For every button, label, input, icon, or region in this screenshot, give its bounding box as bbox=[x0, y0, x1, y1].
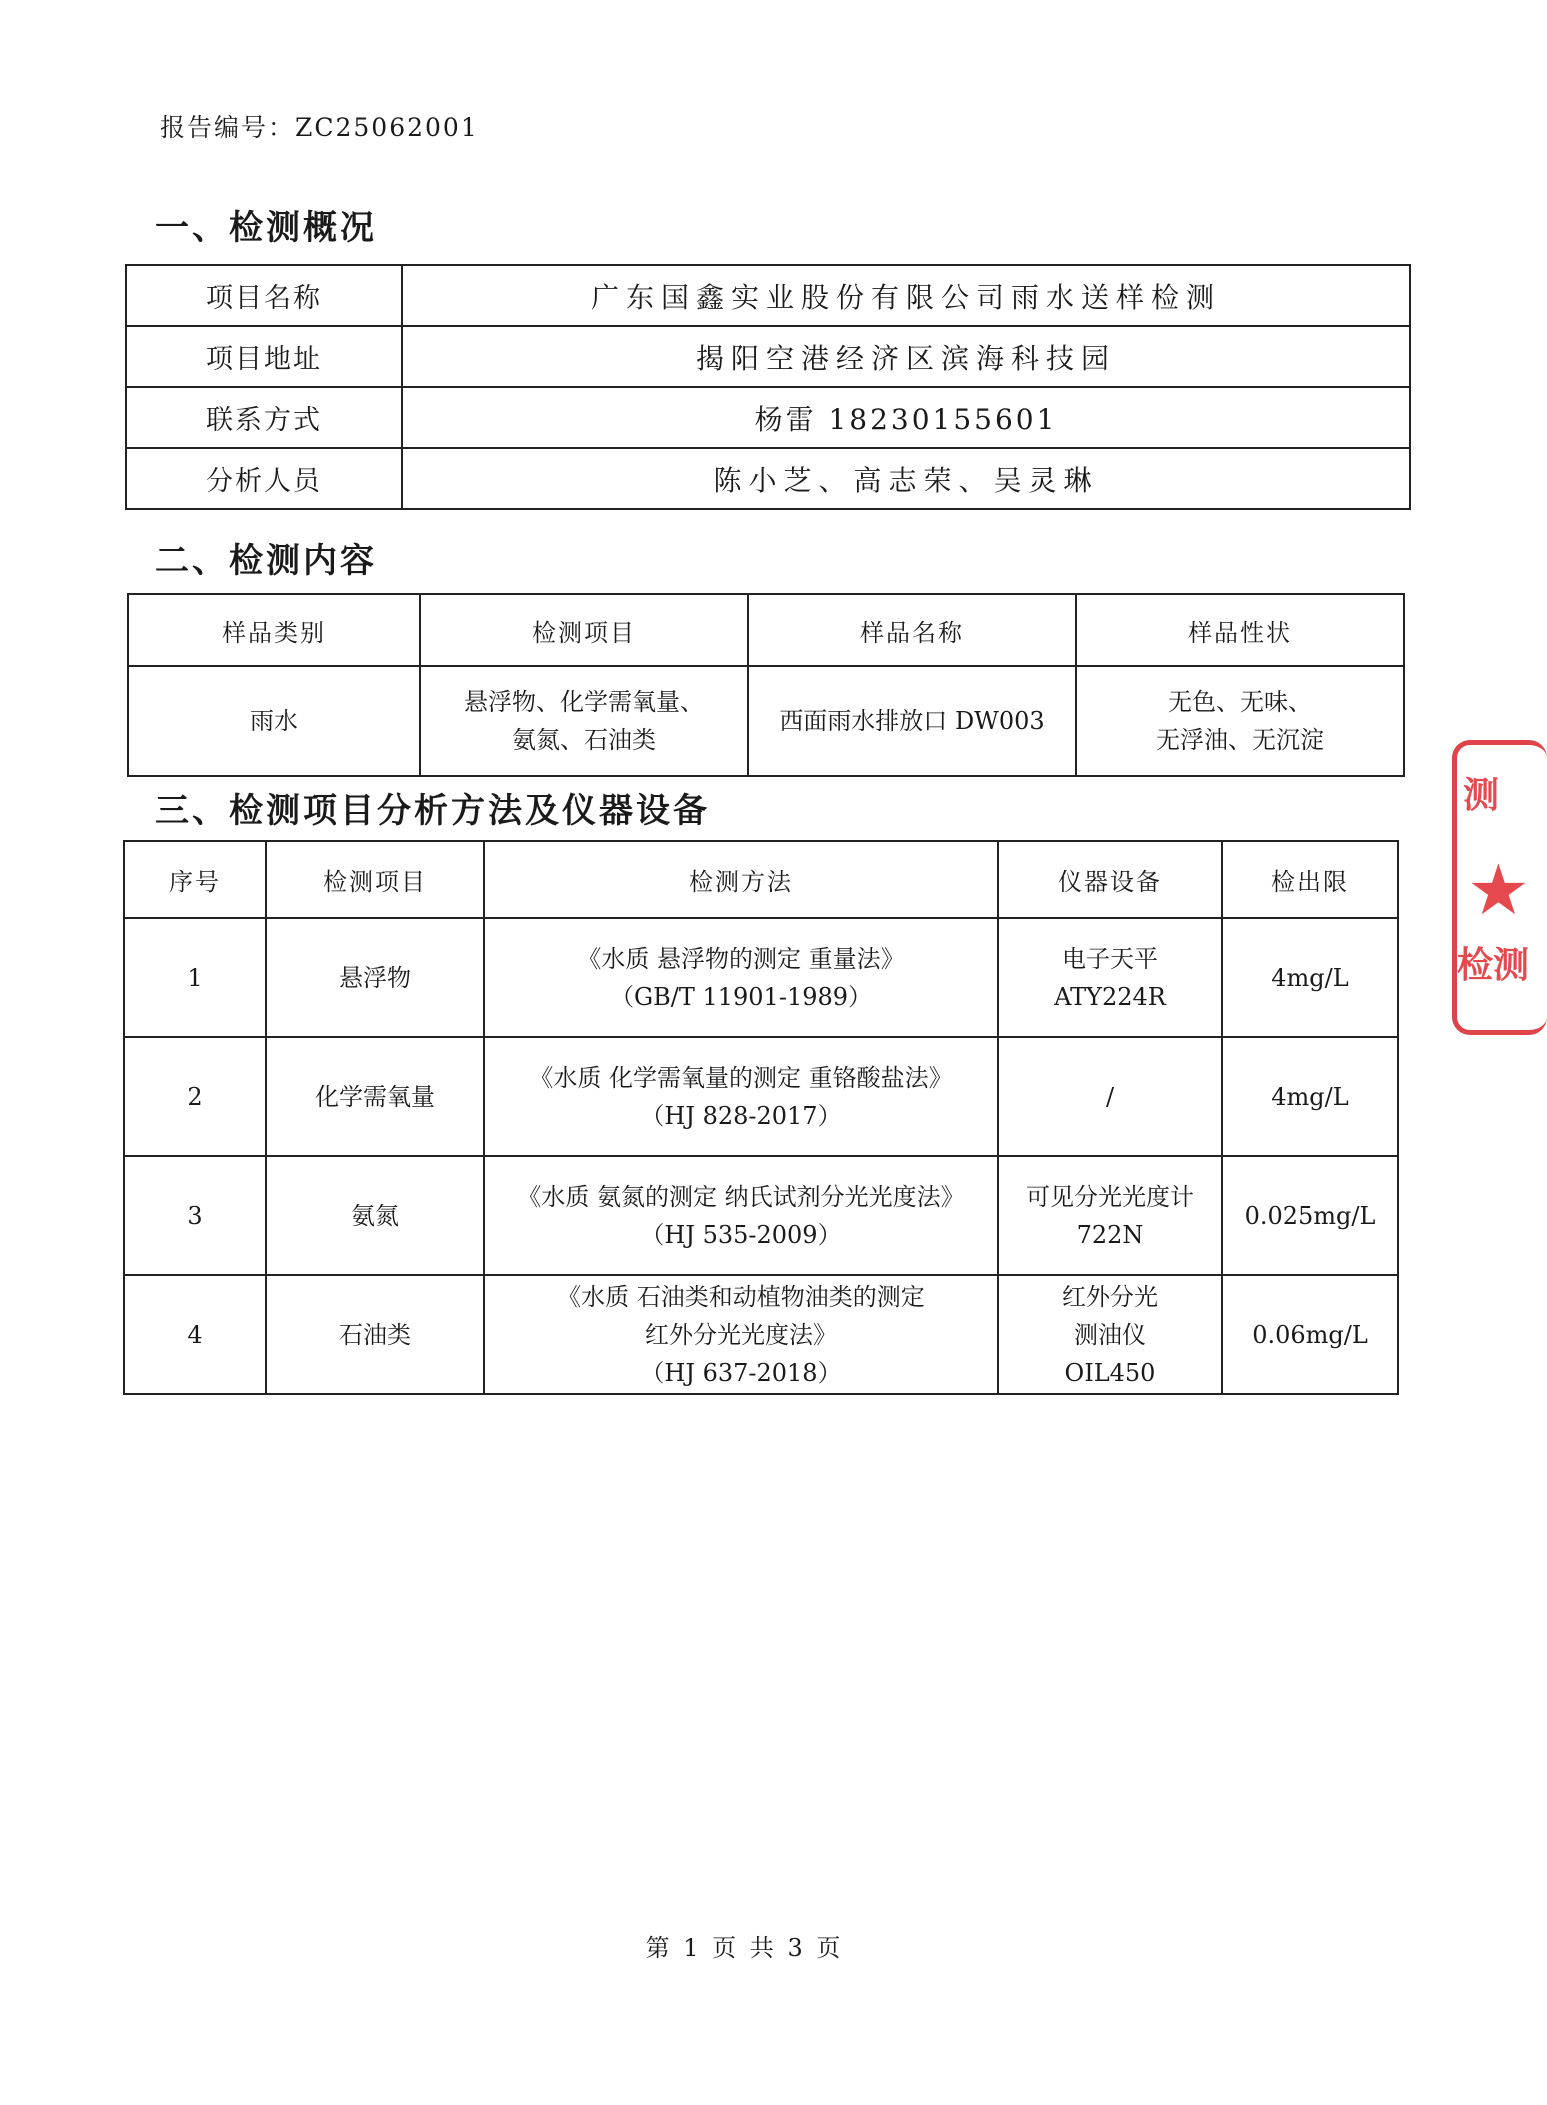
table-row bbox=[126, 387, 1410, 448]
official-seal bbox=[1452, 740, 1547, 1035]
equipment-line: / bbox=[1105, 1082, 1115, 1111]
row-method bbox=[484, 1037, 998, 1156]
equipment-line: 可见分光光度计 bbox=[1026, 1182, 1194, 1211]
overview-value: 广东国鑫实业股份有限公司雨水送样检测 bbox=[402, 265, 1410, 326]
row-equipment bbox=[998, 1156, 1222, 1275]
method-line: （HJ 828-2017） bbox=[640, 1101, 842, 1130]
seal-text: 测 bbox=[1463, 775, 1500, 816]
row-equipment bbox=[998, 1275, 1222, 1394]
report-number: 报告编号：ZC25062001 bbox=[160, 113, 479, 142]
column-header: 样品类别 bbox=[128, 594, 420, 666]
method-line: （HJ 535-2009） bbox=[640, 1220, 842, 1249]
table-row bbox=[126, 448, 1410, 509]
table-row bbox=[124, 1156, 1398, 1275]
method-line: 红外分光光度法》 bbox=[645, 1320, 837, 1349]
equipment-line: 测油仪 bbox=[1074, 1320, 1146, 1349]
methods-table bbox=[123, 840, 1399, 1395]
column-header: 检测项目 bbox=[266, 841, 484, 918]
content-table bbox=[127, 593, 1405, 777]
overview-table bbox=[125, 264, 1411, 510]
column-header: 仪器设备 bbox=[998, 841, 1222, 918]
section-title-methods: 三、检测项目分析方法及仪器设备 bbox=[155, 791, 710, 831]
page-number: 第 1 页 共 3 页 bbox=[645, 1934, 844, 1962]
equipment-line: 电子天平 bbox=[1062, 944, 1158, 973]
row-method bbox=[484, 1275, 998, 1394]
table-row bbox=[124, 1037, 1398, 1156]
row-method bbox=[484, 1156, 998, 1275]
column-header: 检出限 bbox=[1222, 841, 1398, 918]
row-equipment bbox=[998, 1037, 1222, 1156]
overview-label: 联系方式 bbox=[126, 387, 402, 448]
equipment-line: 红外分光 bbox=[1062, 1282, 1158, 1311]
equipment-line: 722N bbox=[1076, 1220, 1144, 1249]
table-row bbox=[128, 666, 1404, 776]
row-limit: 4mg/L bbox=[1222, 1037, 1398, 1156]
overview-value: 杨雷 18230155601 bbox=[402, 387, 1410, 448]
table-row bbox=[124, 918, 1398, 1037]
row-number: 1 bbox=[124, 918, 266, 1037]
equipment-line: OIL450 bbox=[1064, 1358, 1156, 1387]
row-limit: 0.025mg/L bbox=[1222, 1156, 1398, 1275]
table-row bbox=[124, 1275, 1398, 1394]
sample-traits bbox=[1076, 666, 1404, 776]
row-item: 化学需氧量 bbox=[266, 1037, 484, 1156]
equipment-line: ATY224R bbox=[1054, 982, 1166, 1011]
row-item: 氨氮 bbox=[266, 1156, 484, 1275]
sample-category: 雨水 bbox=[128, 666, 420, 776]
seal-star-icon: ★ bbox=[1467, 849, 1530, 931]
row-limit: 4mg/L bbox=[1222, 918, 1398, 1037]
sample-name: 西面雨水排放口 DW003 bbox=[748, 666, 1076, 776]
overview-label: 项目地址 bbox=[126, 326, 402, 387]
column-header: 样品性状 bbox=[1076, 594, 1404, 666]
test-items-line: 氨氮、石油类 bbox=[512, 726, 656, 754]
column-header: 检测方法 bbox=[484, 841, 998, 918]
column-header: 序号 bbox=[124, 841, 266, 918]
method-line: （GB/T 11901-1989） bbox=[609, 982, 873, 1011]
row-number: 2 bbox=[124, 1037, 266, 1156]
overview-value: 揭阳空港经济区滨海科技园 bbox=[402, 326, 1410, 387]
seal-text: 检测 bbox=[1457, 945, 1530, 986]
row-equipment bbox=[998, 918, 1222, 1037]
section-title-overview: 一、检测概况 bbox=[155, 208, 377, 248]
method-line: 《水质 化学需氧量的测定 重铬酸盐法》 bbox=[529, 1063, 953, 1092]
table-header-row bbox=[128, 594, 1404, 666]
sample-traits-line: 无色、无味、 bbox=[1168, 688, 1312, 716]
overview-label: 项目名称 bbox=[126, 265, 402, 326]
overview-label: 分析人员 bbox=[126, 448, 402, 509]
row-number: 4 bbox=[124, 1275, 266, 1394]
row-item: 悬浮物 bbox=[266, 918, 484, 1037]
method-line: 《水质 氨氮的测定 纳氏试剂分光光度法》 bbox=[517, 1182, 965, 1211]
row-limit: 0.06mg/L bbox=[1222, 1275, 1398, 1394]
method-line: （HJ 637-2018） bbox=[640, 1358, 842, 1387]
overview-value: 陈小芝、高志荣、吴灵琳 bbox=[402, 448, 1410, 509]
sample-traits-line: 无浮油、无沉淀 bbox=[1156, 726, 1324, 754]
test-items bbox=[420, 666, 748, 776]
row-method bbox=[484, 918, 998, 1037]
method-line: 《水质 悬浮物的测定 重量法》 bbox=[577, 944, 905, 973]
method-line: 《水质 石油类和动植物油类的测定 bbox=[557, 1282, 925, 1311]
column-header: 样品名称 bbox=[748, 594, 1076, 666]
table-row bbox=[126, 326, 1410, 387]
column-header: 检测项目 bbox=[420, 594, 748, 666]
row-number: 3 bbox=[124, 1156, 266, 1275]
table-row bbox=[126, 265, 1410, 326]
test-items-line: 悬浮物、化学需氧量、 bbox=[464, 688, 704, 716]
section-title-content: 二、检测内容 bbox=[155, 541, 377, 581]
row-item: 石油类 bbox=[266, 1275, 484, 1394]
table-header-row bbox=[124, 841, 1398, 918]
